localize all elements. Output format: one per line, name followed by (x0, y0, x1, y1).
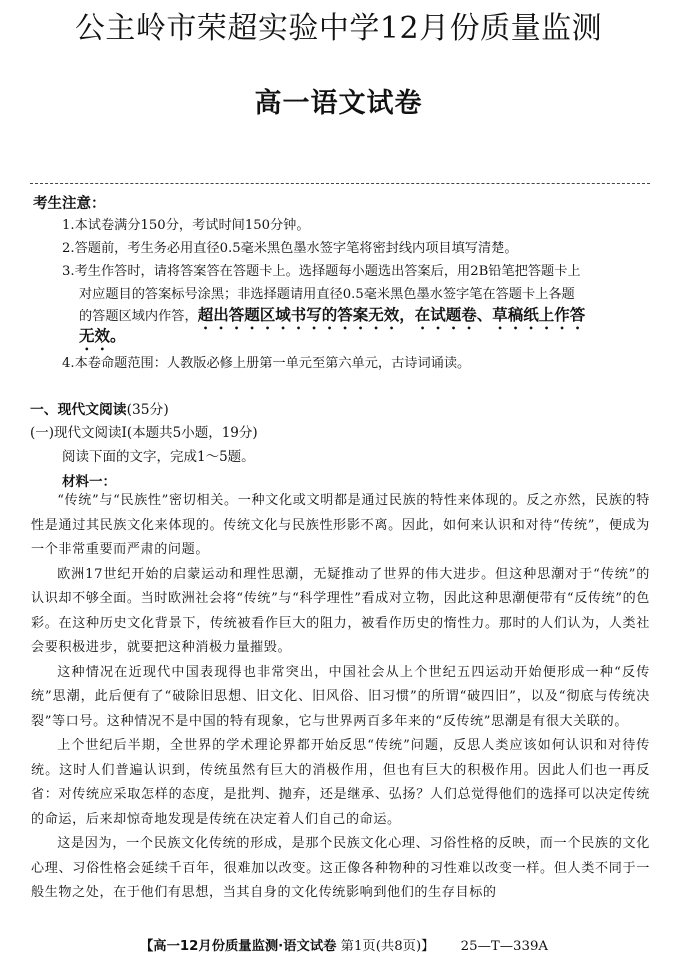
notice-item-3-warning-end: 无效。 (79, 327, 126, 345)
school-title: 公主岭市荣超实验中学12月份质量监测 (74, 11, 603, 46)
passage-paragraph: 这是因为，一个民族文化传统的形成，是那个民族文化心理、习俗性格的反映，而一个民族的文化心理、习俗性格会延续千百年，很难加以改变。这正像各种物种的习性难以改变一样。但人类不同于一般生物之处，在于他们有思想，当其自身的文化传统影响到他们的生存目标的 (31, 836, 650, 900)
notice-item-2: 2.答题前，考生务必用直径0.5毫米黑色墨水签字笔将密封线内项目填写清楚。 (62, 241, 518, 256)
dashed-divider (30, 183, 650, 184)
notice-heading: 考生注意： (33, 196, 106, 212)
passage-paragraph: “传统”与“民族性”密切相关。一种文化或文明都是通过民族的特性来体现的。反之亦然，民族的特性是通过其民族文化来体现的。传统文化与民族性形影不离。因此，如何来认识和对待“传统”，便成为一个非常重要而严肃的问题。 (31, 493, 650, 557)
passage-paragraph: 这种情况在近现代中国表现得也非常突出，中国社会从上个世纪五四运动开始便形成一种“反传统”思潮，此后便有了“破除旧思想、旧文化、旧风俗、旧习惯”的所谓“破四旧”，以及“彻底与传统决裂”等口号。这种情况不是中国的特有现象，它与世界两百多年来的“反传统”思潮是有很大关联的。 (31, 664, 650, 729)
notice-item-3-plain: 的答题区域内作答， (79, 309, 198, 324)
notice-item-3-line-1: 3.考生作答时，请将答案答在答题卡上。选择题每小题选出答案后，用2B铅笔把答题卡上 (62, 264, 581, 279)
subsection-heading: (一)现代文阅读Ⅰ(本题共5小题，19分) (30, 425, 258, 441)
reading-instruction: 阅读下面的文字，完成1～5题。 (62, 449, 255, 465)
notice-item-3-line-4 (79, 325, 667, 354)
notice-item-1: 1.本试卷满分150分，考试时间150分钟。 (62, 218, 310, 233)
passage-paragraph: 欧洲17世纪开始的启蒙运动和理性思潮，无疑推动了世界的伟大进步。但这种思潮对于“传统”的认识却不够全面。当时欧洲社会将“传统”与“科学理性”看成对立物，因此这种思潮便带有“反传统”的色彩。在这种历史文化背景下，传统被看作巨大的阻力，被看作历史的惰性力。那时的人们认为，人类社会要积极进步，就要把这种消极力量摧毁。 (31, 566, 650, 655)
page-footer (140, 935, 660, 954)
footer-code: 25—T—339A (460, 939, 549, 954)
footer-exam-label: 【高一12月份质量监测·语文试卷 (140, 939, 337, 954)
footer-page-info: 第1页(共8页)】 (340, 939, 435, 954)
section-title: 一、现代文阅读 (30, 402, 127, 418)
material-label: 材料一： (62, 474, 116, 490)
passage-paragraph: 上个世纪后半期，全世界的学术理论界都开始反思“传统”问题，反思人类应该如何认识和对待传统。这时人们普遍认识到，传统虽然有巨大的消极作用，但也有巨大的积极作用。因此人们也一再反省：对传统应采取怎样的态度，是批判、抛弃，还是继承、弘扬？人们总觉得他们的选择可以决定传统的命运，后来却惊奇地发现是传统在决定着人们自己的命运。 (31, 738, 650, 827)
notice-item-4: 4.本卷命题范围：人教版必修上册第一单元至第六单元，古诗词诵读。 (62, 356, 471, 371)
section-heading (30, 398, 169, 418)
notice-item-3-line-2: 对应题目的答案标号涂黑；非选择题请用直径0.5毫米黑色墨水签字笔在答题卡上各题 (79, 287, 575, 302)
exam-title: 高一语文试卷 (254, 88, 423, 119)
passage-body (31, 489, 650, 906)
notice-item-3 (62, 260, 650, 283)
notice-item-3-warning: 超出答题区域书写的答案无效，在试题卷、草稿纸上作答 (197, 306, 586, 324)
section-points: (35分) (126, 402, 169, 418)
